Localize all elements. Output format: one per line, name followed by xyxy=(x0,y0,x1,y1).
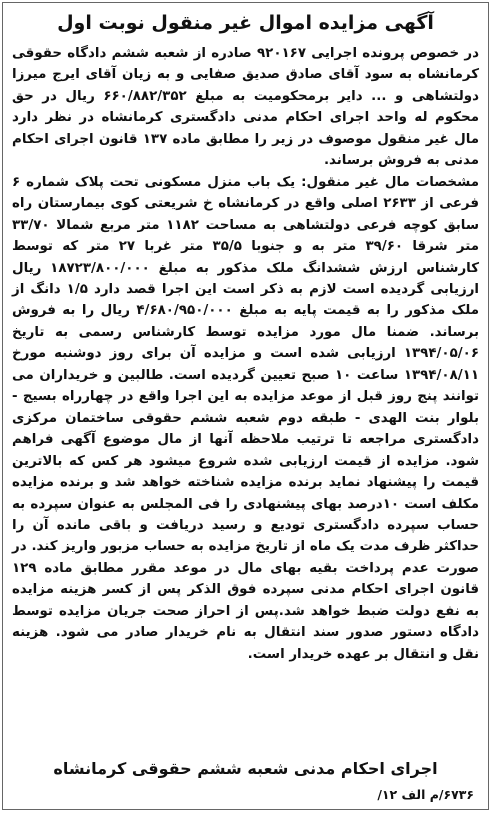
notice-body xyxy=(12,43,479,665)
reference-number: ۶۷۳۶/م الف ۱۲/ xyxy=(377,787,474,802)
property-details-paragraph: مشخصات مال غیر منقول: یک باب منزل مسکونی تحت پلاک شماره ۶ فرعی از ۲۶۳۳ اصلی واقع در کرمانشاه خ شریعتی کوی بیمارستان راه سابق کوچه فرعی دولتشاهی به مساحت ۱۱۸۲ متر مربع شمالا ۳۳/۷۰ متر شرقا ۳۹/۶۰ متر به و جنوبا ۳۵/۵ متر غربا ۲۷ متر که توسط کارشناس ارزش ششدانگ ملک مذکور به مبلغ ۱۸۷۲۳/۸۰۰/۰۰۰ ریال ارزیابی گردیده است لازم به ذکر است این اجرا قصد دارد ۱/۵ دانگ از ملک مذکور را به قیمت پایه به مبلغ ۴/۶۸۰/۹۵۰/۰۰۰ ریال را به فروش برساند. ضمنا مال مورد مزایده توسط کارشناس رسمی به تاریخ ۱۳۹۴/۰۵/۰۶ ارزیابی شده است و مزایده آن برای روز دوشنبه مورخ ۱۳۹۴/۰۸/۱۱ ساعت ۱۰ صبح تعیین گردیده است. طالبین و خریداران می توانند پنج روز قبل از موعد مزایده به این اجرا واقع در چهارراه بسیج - بلوار بنت الهدی - طبقه دوم شعبه ششم حقوقی ساختمان مرکزی دادگستری مراجعه تا ترتیب ملاحظه آنها از مال موضوع آگهی فراهم شود. مزایده از قیمت ارزیابی شده شروع میشود هر کس که بالاترین قیمت را پیشنهاد نماید برنده مزایده شناخته خواهد شد و برنده مزایده مکلف است ۱۰درصد بهای پیشنهادی را فی المجلس به عنوان سپرده به حساب سپرده دادگستری تودیع و رسید دریافت و باقی مانده آن را حداکثر ظرف مدت یک ماه از تاریخ مزایده به حساب مزبور واریز کند. در صورت عدم پرداخت بقیه بهای مال در موعد مقرر مطابق ماده ۱۲۹ قانون اجرای احکام مدنی سپرده فوق الذکر پس از کسر هزینه مزایده به نفع دولت ضبط خواهد شد.پس از احراز صحت جریان مزایده توسط دادگاه دستور صدور سند انتقال به نام خریدار صادر می شود. هزینه نقل و انتقال بر عهده خریدار است. xyxy=(12,174,480,662)
issuer-signature: اجرای احکام مدنی شعبه ششم حقوقی کرمانشاه xyxy=(53,759,438,778)
intro-paragraph: در خصوص پرونده اجرایی ۹۲۰۱۶۷ صادره از شعبه ششم دادگاه حقوقی کرمانشاه به سود آقای صادق صدیق صفایی و به زیان آقای ایرج میرزا دولتشاهی و ... دایر برمحکومیت به مبلغ ۶۶۰/۸۸۲/۳۵۲ ریال در حق محکوم له واحد اجرای احکام مدنی دادگستری کرمانشاه در نظر دارد مال غیر منقول موصوف در زیر را مطابق ماده ۱۳۷ قانون اجرای احکام مدنی به فروش برساند. xyxy=(12,46,480,169)
notice-title: آگهی مزایده اموال غیر منقول نوبت اول xyxy=(57,12,434,34)
auction-notice xyxy=(2,2,489,810)
